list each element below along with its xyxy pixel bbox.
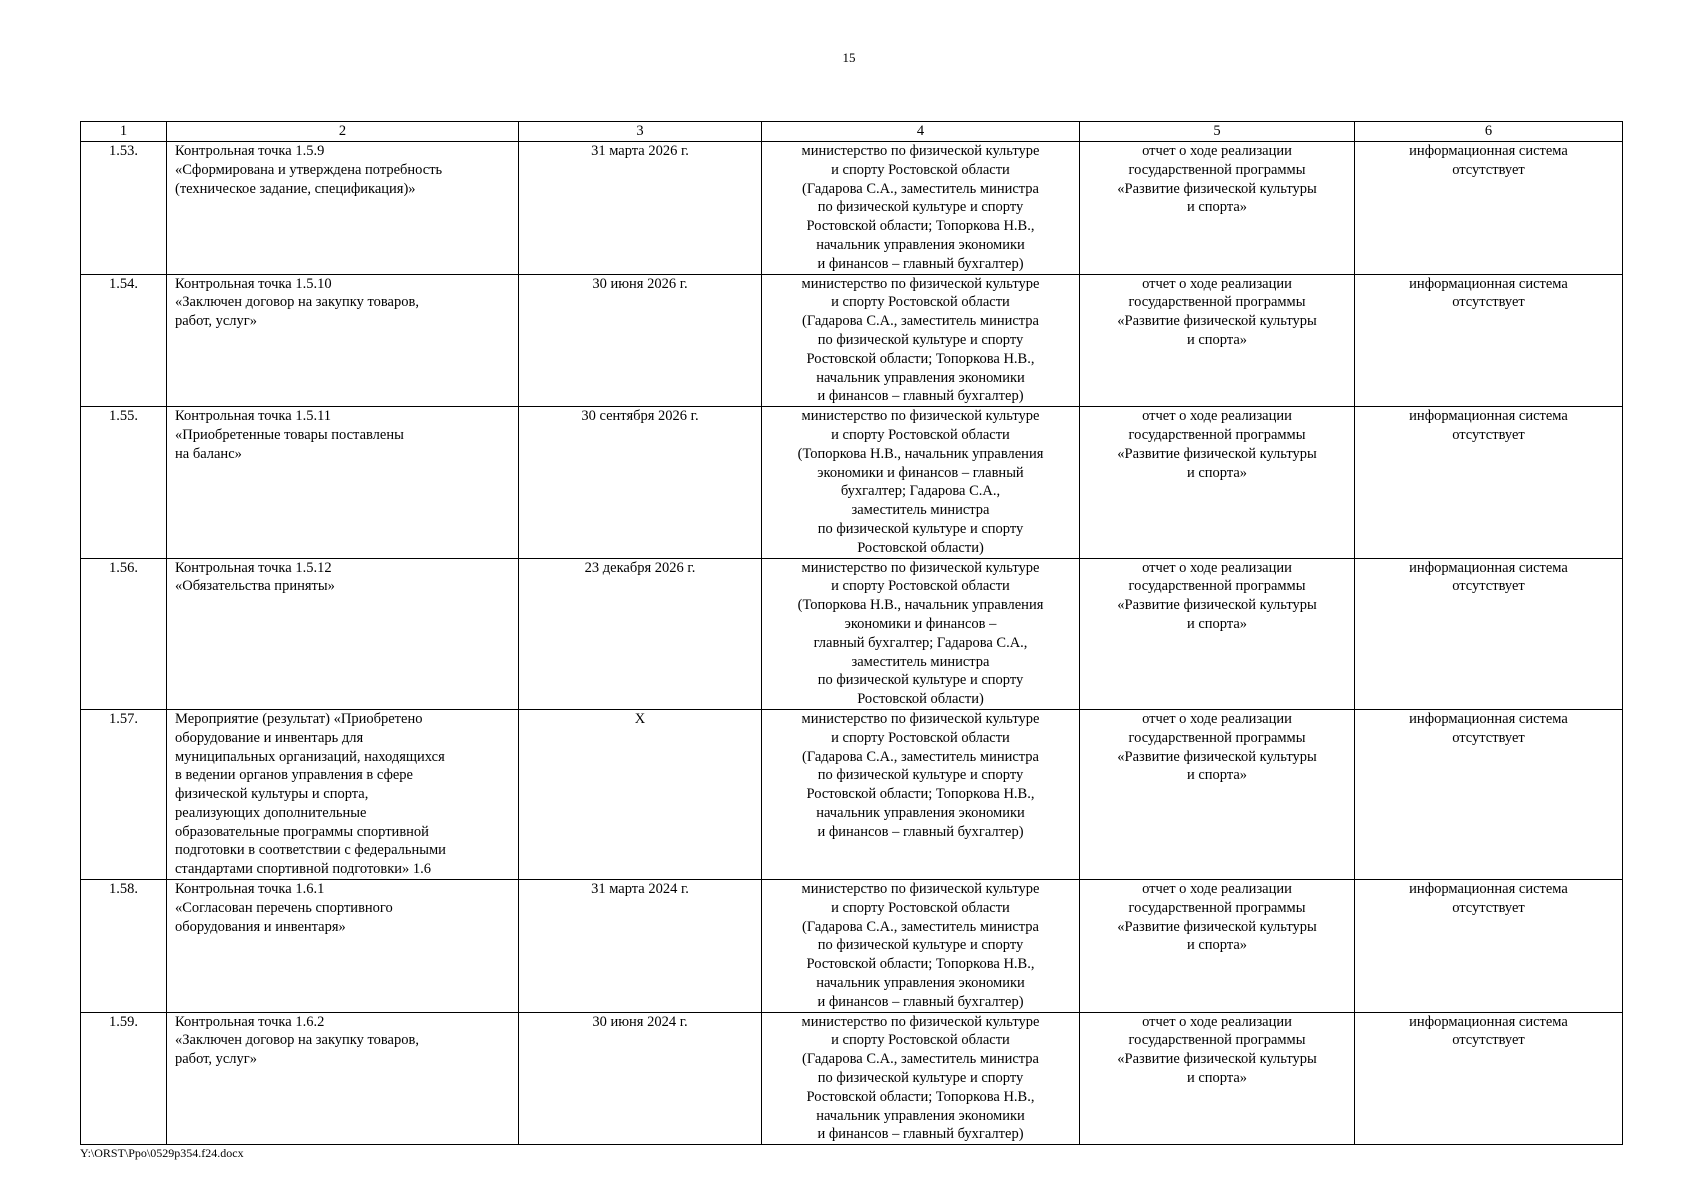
event-name-line: в ведении органов управления в сфере — [175, 767, 413, 784]
responsible-executor-line: и спорту Ростовской области — [831, 1032, 1010, 1049]
information-system-line: отсутствует — [1452, 294, 1525, 311]
event-name-line: «Сформирована и утверждена потребность — [175, 161, 443, 178]
responsible-executor-line: Ростовской области) — [857, 539, 984, 556]
cell-confirming-document — [1080, 709, 1355, 879]
column-header-4: 4 — [762, 122, 1080, 142]
responsible-executor-line: Ростовской области; Топоркова Н.В., — [806, 786, 1035, 803]
confirming-document-line: и спорта» — [1186, 331, 1248, 348]
cell-information-system — [1355, 142, 1623, 275]
responsible-executor-line: (Топоркова Н.В., начальник управления — [797, 445, 1044, 462]
responsible-executor-line: и финансов – главный бухгалтер) — [817, 388, 1024, 405]
responsible-executor-line: (Гадарова С.А., заместитель министра — [802, 748, 1039, 765]
cell-responsible-executor — [762, 407, 1080, 558]
cell-row-number: 1.59. — [81, 1012, 167, 1145]
responsible-executor-line: по физической культуре и спорту — [817, 672, 1024, 689]
cell-confirming-document — [1080, 880, 1355, 1013]
responsible-executor-line: экономики и финансов – главный — [817, 464, 1024, 481]
confirming-document-line: отчет о ходе реализации — [1142, 1013, 1292, 1030]
cell-event-name — [167, 558, 519, 709]
responsible-executor-line: заместитель министра — [851, 502, 990, 519]
confirming-document-line: государственной программы — [1128, 578, 1306, 595]
responsible-executor-line: начальник управления экономики — [816, 369, 1025, 386]
information-system-line: отсутствует — [1452, 1032, 1525, 1049]
confirming-document-line: «Развитие физической культуры — [1117, 918, 1317, 935]
cell-event-name — [167, 142, 519, 275]
table-row — [81, 709, 1623, 879]
responsible-executor-line: министерство по физической культуре — [801, 881, 1040, 898]
cell-information-system — [1355, 709, 1623, 879]
event-name-line: «Приобретенные товары поставлены — [175, 426, 404, 443]
cell-information-system — [1355, 274, 1623, 407]
responsible-executor-line: по физической культуре и спорту — [817, 767, 1024, 784]
event-name-line: реализующих дополнительные — [175, 804, 367, 821]
responsible-executor-line: и спорту Ростовской области — [831, 578, 1010, 595]
responsible-executor-line: бухгалтер; Гадарова С.А., — [840, 483, 1001, 500]
table-row — [81, 407, 1623, 558]
confirming-document-line: государственной программы — [1128, 729, 1306, 746]
responsible-executor-line: министерство по физической культуре — [801, 275, 1040, 292]
confirming-document-line: «Развитие физической культуры — [1117, 597, 1317, 614]
column-header-6: 6 — [1355, 122, 1623, 142]
responsible-executor-line: экономики и финансов – — [844, 615, 997, 632]
responsible-executor-line: министерство по физической культуре — [801, 710, 1040, 727]
event-name-line: оборудования и инвентаря» — [175, 918, 346, 935]
cell-event-name — [167, 274, 519, 407]
column-header-2: 2 — [167, 122, 519, 142]
cell-information-system — [1355, 1012, 1623, 1145]
responsible-executor-line: начальник управления экономики — [816, 975, 1025, 992]
cell-responsible-executor — [762, 274, 1080, 407]
responsible-executor-line: министерство по физической культуре — [801, 143, 1040, 159]
cell-row-number: 1.55. — [81, 407, 167, 558]
event-name-line: «Заключен договор на закупку товаров, — [175, 1032, 419, 1049]
responsible-executor-line: (Топоркова Н.В., начальник управления — [797, 597, 1044, 614]
cell-information-system — [1355, 880, 1623, 1013]
confirming-document-line: и спорта» — [1186, 1070, 1248, 1087]
column-header-1: 1 — [81, 122, 167, 142]
event-name-line: образовательные программы спортивной — [175, 823, 429, 840]
responsible-executor-line: по физической культуре и спорту — [817, 520, 1024, 537]
cell-confirming-document — [1080, 407, 1355, 558]
event-name-line: работ, услуг» — [175, 1051, 257, 1068]
information-system-line: отсутствует — [1452, 161, 1525, 178]
responsible-executor-line: и спорту Ростовской области — [831, 161, 1010, 178]
information-system-line: информационная система — [1409, 143, 1568, 159]
table-row — [81, 880, 1623, 1013]
column-header-3: 3 — [519, 122, 762, 142]
responsible-executor-line: начальник управления экономики — [816, 1107, 1025, 1124]
cell-confirming-document — [1080, 558, 1355, 709]
information-system-line: информационная система — [1409, 710, 1568, 727]
cell-row-number: 1.58. — [81, 880, 167, 1013]
table-row — [81, 142, 1623, 275]
confirming-document-line: государственной программы — [1128, 294, 1306, 311]
confirming-document-line: отчет о ходе реализации — [1142, 143, 1292, 159]
event-name-line: стандартами спортивной подготовки» 1.6 — [175, 861, 432, 878]
information-system-line: отсутствует — [1452, 578, 1525, 595]
confirming-document-line: «Развитие физической культуры — [1117, 313, 1317, 330]
confirming-document-line: «Развитие физической культуры — [1117, 748, 1317, 765]
responsible-executor-line: и спорту Ростовской области — [831, 294, 1010, 311]
event-name-line: оборудование и инвентарь для — [175, 729, 364, 746]
responsible-executor-line: и финансов – главный бухгалтер) — [817, 993, 1024, 1010]
cell-deadline-date: 31 марта 2026 г. — [519, 142, 762, 275]
cell-deadline-date: 31 марта 2024 г. — [519, 880, 762, 1013]
event-name-line: «Обязательства приняты» — [175, 578, 335, 595]
table-header-row — [81, 122, 1623, 142]
cell-row-number: 1.57. — [81, 709, 167, 879]
confirming-document-line: и спорта» — [1186, 767, 1248, 784]
cell-information-system — [1355, 407, 1623, 558]
cell-responsible-executor — [762, 142, 1080, 275]
cell-deadline-date: X — [519, 709, 762, 879]
confirming-document-line: и спорта» — [1186, 615, 1248, 632]
cell-row-number: 1.56. — [81, 558, 167, 709]
confirming-document-line: отчет о ходе реализации — [1142, 559, 1292, 576]
confirming-document-line: и спорта» — [1186, 199, 1248, 216]
responsible-executor-line: министерство по физической культуре — [801, 408, 1040, 425]
confirming-document-line: «Развитие физической культуры — [1117, 180, 1317, 197]
responsible-executor-line: и спорту Ростовской области — [831, 899, 1010, 916]
confirming-document-line: отчет о ходе реализации — [1142, 408, 1292, 425]
event-name-line: Контрольная точка 1.5.10 — [175, 275, 332, 292]
file-path: Y:\ORST\Ppo\0529p354.f24.docx — [80, 1146, 244, 1160]
cell-confirming-document — [1080, 274, 1355, 407]
confirming-document-line: государственной программы — [1128, 899, 1306, 916]
cell-responsible-executor — [762, 558, 1080, 709]
responsible-executor-line: по физической культуре и спорту — [817, 199, 1024, 216]
table-row — [81, 274, 1623, 407]
responsible-executor-line: и спорту Ростовской области — [831, 426, 1010, 443]
event-name-line: подготовки в соответствии с федеральными — [175, 842, 446, 859]
cell-responsible-executor — [762, 880, 1080, 1013]
information-system-line: информационная система — [1409, 408, 1568, 425]
responsible-executor-line: и финансов – главный бухгалтер) — [817, 255, 1024, 272]
cell-row-number: 1.53. — [81, 142, 167, 275]
cell-deadline-date: 30 июня 2024 г. — [519, 1012, 762, 1145]
responsible-executor-line: заместитель министра — [851, 653, 990, 670]
event-name-line: «Заключен договор на закупку товаров, — [175, 294, 419, 311]
table-row — [81, 1012, 1623, 1145]
event-name-line: Контрольная точка 1.5.9 — [175, 143, 325, 159]
event-name-line: физической культуры и спорта, — [175, 786, 369, 803]
cell-responsible-executor — [762, 709, 1080, 879]
page-number: 15 — [842, 50, 856, 65]
responsible-executor-line: министерство по физической культуре — [801, 1013, 1040, 1030]
event-name-line: Мероприятие (результат) «Приобретено — [175, 710, 423, 727]
cell-event-name — [167, 1012, 519, 1145]
information-system-line: информационная система — [1409, 1013, 1568, 1030]
event-name-line: на баланс» — [175, 445, 242, 462]
confirming-document-line: «Развитие физической культуры — [1117, 445, 1317, 462]
cell-deadline-date: 30 июня 2026 г. — [519, 274, 762, 407]
event-name-line: муниципальных организаций, находящихся — [175, 748, 445, 765]
confirming-document-line: «Развитие физической культуры — [1117, 1051, 1317, 1068]
cell-event-name — [167, 709, 519, 879]
information-system-line: отсутствует — [1452, 729, 1525, 746]
responsible-executor-line: Ростовской области; Топоркова Н.В., — [806, 1088, 1035, 1105]
plan-table — [80, 121, 1623, 1145]
responsible-executor-line: по физической культуре и спорту — [817, 937, 1024, 954]
table-row — [81, 558, 1623, 709]
cell-row-number: 1.54. — [81, 274, 167, 407]
event-name-line: Контрольная точка 1.5.12 — [175, 559, 332, 576]
responsible-executor-line: Ростовской области; Топоркова Н.В., — [806, 350, 1035, 367]
cell-deadline-date: 23 декабря 2026 г. — [519, 558, 762, 709]
column-header-5: 5 — [1080, 122, 1355, 142]
responsible-executor-line: Ростовской области; Топоркова Н.В., — [806, 218, 1035, 235]
confirming-document-line: государственной программы — [1128, 161, 1306, 178]
confirming-document-line: отчет о ходе реализации — [1142, 881, 1292, 898]
event-name-line: работ, услуг» — [175, 313, 257, 330]
confirming-document-line: отчет о ходе реализации — [1142, 710, 1292, 727]
cell-event-name — [167, 880, 519, 1013]
responsible-executor-line: (Гадарова С.А., заместитель министра — [802, 1051, 1039, 1068]
responsible-executor-line: (Гадарова С.А., заместитель министра — [802, 918, 1039, 935]
information-system-line: отсутствует — [1452, 426, 1525, 443]
cell-information-system — [1355, 558, 1623, 709]
responsible-executor-line: по физической культуре и спорту — [817, 1070, 1024, 1087]
cell-confirming-document — [1080, 142, 1355, 275]
responsible-executor-line: (Гадарова С.А., заместитель министра — [802, 180, 1039, 197]
cell-deadline-date: 30 сентября 2026 г. — [519, 407, 762, 558]
cell-responsible-executor — [762, 1012, 1080, 1145]
responsible-executor-line: министерство по физической культуре — [801, 559, 1040, 576]
event-name-line: «Согласован перечень спортивного — [175, 899, 393, 916]
cell-confirming-document — [1080, 1012, 1355, 1145]
responsible-executor-line: Ростовской области) — [857, 691, 984, 708]
confirming-document-line: государственной программы — [1128, 426, 1306, 443]
cell-event-name — [167, 407, 519, 558]
responsible-executor-line: и финансов – главный бухгалтер) — [817, 823, 1024, 840]
information-system-line: отсутствует — [1452, 899, 1525, 916]
confirming-document-line: и спорта» — [1186, 937, 1248, 954]
responsible-executor-line: и спорту Ростовской области — [831, 729, 1010, 746]
information-system-line: информационная система — [1409, 559, 1568, 576]
confirming-document-line: государственной программы — [1128, 1032, 1306, 1049]
information-system-line: информационная система — [1409, 275, 1568, 292]
responsible-executor-line: начальник управления экономики — [816, 236, 1025, 253]
confirming-document-line: отчет о ходе реализации — [1142, 275, 1292, 292]
event-name-line: Контрольная точка 1.6.1 — [175, 881, 325, 898]
responsible-executor-line: начальник управления экономики — [816, 804, 1025, 821]
event-name-line: Контрольная точка 1.6.2 — [175, 1013, 325, 1030]
responsible-executor-line: Ростовской области; Топоркова Н.В., — [806, 956, 1035, 973]
event-name-line: (техническое задание, спецификация)» — [175, 180, 416, 197]
table-body — [81, 142, 1623, 1145]
responsible-executor-line: и финансов – главный бухгалтер) — [817, 1126, 1024, 1143]
responsible-executor-line: (Гадарова С.А., заместитель министра — [802, 313, 1039, 330]
responsible-executor-line: по физической культуре и спорту — [817, 331, 1024, 348]
confirming-document-line: и спорта» — [1186, 464, 1248, 481]
responsible-executor-line: главный бухгалтер; Гадарова С.А., — [813, 634, 1028, 651]
information-system-line: информационная система — [1409, 881, 1568, 898]
event-name-line: Контрольная точка 1.5.11 — [175, 408, 332, 425]
